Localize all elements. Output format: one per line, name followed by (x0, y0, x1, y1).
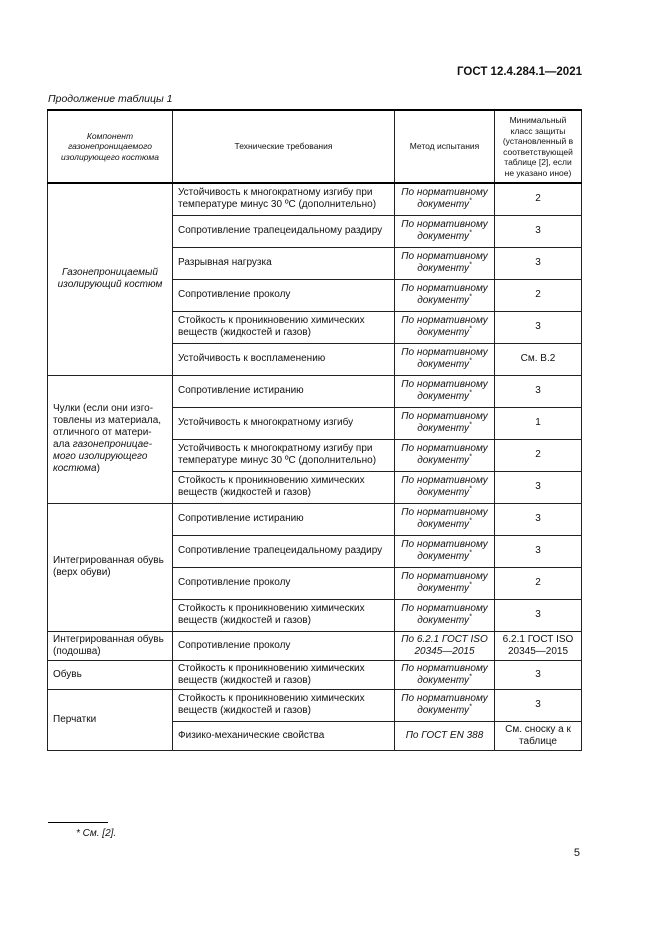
requirement-cell: Разрывная нагрузка (173, 247, 395, 279)
method-cell (395, 471, 495, 503)
class-cell: 2 (495, 183, 582, 215)
method-text: По нормативному документу (401, 693, 488, 716)
component-text: ) (96, 463, 100, 474)
method-text: По нормативному документу (401, 315, 488, 338)
class-cell: 3 (495, 689, 582, 721)
footnote-marker: * (469, 357, 472, 365)
method-cell (395, 407, 495, 439)
method-text: По нормативному документу (401, 187, 488, 211)
requirement-cell: Сопротивление проколу (173, 631, 395, 660)
table-header-row (48, 110, 582, 183)
header-class: Минимальный класс защиты (установленный в соответствующей таблице [2], если не указано иное) (495, 110, 582, 183)
method-cell (395, 660, 495, 689)
method-text: По нормативному документу (401, 443, 488, 466)
method-cell (395, 279, 495, 311)
footnote-marker: * (469, 613, 472, 621)
method-text: По нормативному документу (401, 347, 488, 370)
footnote-marker: * (469, 517, 472, 525)
footnote-marker: * (469, 485, 472, 493)
table-row (48, 503, 582, 535)
method-cell (395, 247, 495, 279)
class-cell: 3 (495, 311, 582, 343)
class-cell: 2 (495, 279, 582, 311)
class-cell: 3 (495, 660, 582, 689)
requirement-cell: Сопротивление проколу (173, 567, 395, 599)
method-text: По нормативному документу (401, 475, 488, 498)
requirement-cell: Стойкость к проникновению химических веществ (жидкостей и газов) (173, 471, 395, 503)
requirement-cell: Сопротивление трапецеидальному раздиру (173, 535, 395, 567)
component-text: Чулки (если они изго-товлены из материала, отличного от матери-ала (53, 403, 162, 450)
footnote-marker: * (469, 229, 472, 237)
requirement-cell: Сопротивление истиранию (173, 375, 395, 407)
requirement-cell: Устойчивость к многократному изгибу (173, 407, 395, 439)
method-cell (395, 375, 495, 407)
class-cell: 3 (495, 375, 582, 407)
requirement-cell: Стойкость к проникновению химических веществ (жидкостей и газов) (173, 689, 395, 721)
method-text: По ГОСТ EN 388 (405, 729, 484, 741)
requirement-cell: Стойкость к проникновению химических веществ (жидкостей и газов) (173, 599, 395, 631)
requirement-cell: Сопротивление трапецеидальному раздиру (173, 215, 395, 247)
method-text: По нормативному документу (401, 283, 488, 306)
class-cell: См. сноску а к таблице (495, 721, 582, 750)
footnote-marker: * (469, 293, 472, 301)
component-text: газонепроницае-мого изолирующего костюма (53, 439, 153, 474)
requirement-cell: Физико-механические свойства (173, 721, 395, 750)
requirement-cell: Устойчивость к многократному изгибу при температуре минус 30 ºС (дополнительно) (173, 439, 395, 471)
requirements-table (47, 109, 582, 751)
requirement-cell: Сопротивление проколу (173, 279, 395, 311)
method-text: По нормативному документу (401, 379, 488, 402)
class-cell: 3 (495, 247, 582, 279)
class-cell: 1 (495, 407, 582, 439)
method-text: По 6.2.1 ГОСТ ISO 20345—2015 (401, 633, 488, 657)
footnote-marker: * (469, 581, 472, 589)
class-cell: 3 (495, 503, 582, 535)
class-cell: 3 (495, 471, 582, 503)
method-cell (395, 535, 495, 567)
footnote-marker: * (469, 389, 472, 397)
component-cell: Интегрированная обувь (верх обуви) (48, 503, 173, 631)
footnote-marker: * (469, 703, 472, 711)
method-cell (395, 183, 495, 215)
footnote-marker: * (469, 421, 472, 429)
method-cell (395, 503, 495, 535)
method-text: По нормативному документу (401, 539, 488, 562)
method-cell (395, 567, 495, 599)
table-row (48, 660, 582, 689)
table-row (48, 631, 582, 660)
table-body (48, 183, 582, 750)
requirement-cell: Устойчивость к многократному изгибу при температуре минус 30 ºС (дополнительно) (173, 183, 395, 215)
component-cell: Газонепроницаемый изолирующий костюм (48, 183, 173, 375)
footnote-marker: * (469, 549, 472, 557)
class-cell: См. В.2 (495, 343, 582, 375)
header-method: Метод испытания (395, 110, 495, 183)
requirement-cell: Стойкость к проникновению химических веществ (жидкостей и газов) (173, 660, 395, 689)
page-number: 5 (573, 847, 580, 859)
footnote-divider (48, 822, 108, 823)
method-cell (395, 439, 495, 471)
method-cell (395, 599, 495, 631)
method-cell (395, 631, 495, 660)
table-caption: Продолжение таблицы 1 (48, 93, 173, 105)
component-cell (48, 375, 173, 503)
footnote-marker: * (469, 197, 472, 205)
method-text: По нормативному документу (401, 571, 488, 594)
method-cell (395, 721, 495, 750)
table-row (48, 183, 582, 215)
method-text: По нормативному документу (401, 251, 488, 274)
class-cell: 6.2.1 ГОСТ ISO 20345—2015 (495, 631, 582, 660)
method-cell (395, 343, 495, 375)
footnote-marker: * (469, 261, 472, 269)
method-text: По нормативному документу (401, 662, 488, 686)
component-cell: Перчатки (48, 689, 173, 750)
method-cell (395, 215, 495, 247)
class-cell: 3 (495, 535, 582, 567)
footnote: * См. [2]. (76, 828, 117, 839)
table-row (48, 375, 582, 407)
document-code: ГОСТ 12.4.284.1—2021 (457, 66, 582, 78)
header-requirements: Технические требования (173, 110, 395, 183)
footnote-marker: * (469, 673, 472, 681)
requirement-cell: Сопротивление истиранию (173, 503, 395, 535)
method-cell (395, 311, 495, 343)
table-row (48, 689, 582, 721)
component-cell: Обувь (48, 660, 173, 689)
requirement-cell: Устойчивость к воспламенению (173, 343, 395, 375)
header-component-label: Компонент газонепроницаемого изолирующего костюма (61, 130, 159, 162)
header-component (48, 110, 173, 183)
footnote-marker: * (469, 453, 472, 461)
requirement-cell: Стойкость к проникновению химических веществ (жидкостей и газов) (173, 311, 395, 343)
footnote-marker: * (469, 325, 472, 333)
class-cell: 2 (495, 567, 582, 599)
method-text: По нормативному документу (401, 219, 488, 242)
method-cell (395, 689, 495, 721)
method-text: По нормативному документу (401, 507, 488, 530)
method-text: По нормативному документу (401, 411, 488, 434)
class-cell: 3 (495, 215, 582, 247)
class-cell: 2 (495, 439, 582, 471)
class-cell: 3 (495, 599, 582, 631)
component-cell: Интегрированная обувь (подошва) (48, 631, 173, 660)
method-text: По нормативному документу (401, 603, 488, 626)
